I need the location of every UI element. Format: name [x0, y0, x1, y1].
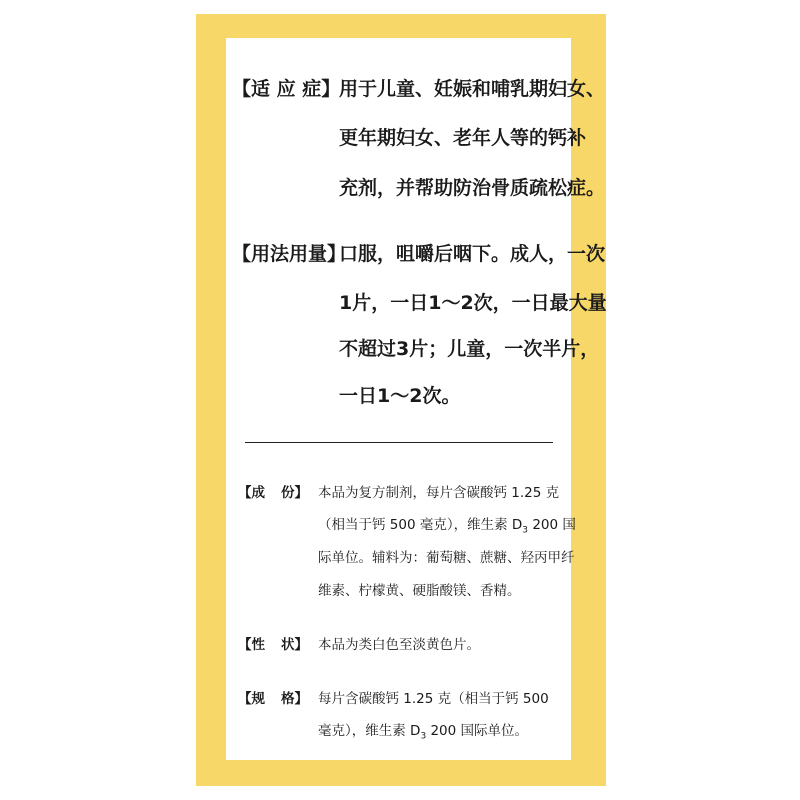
section-divider — [245, 442, 553, 443]
dosage-line-1: 口服，咀嚼后咽下。成人，一次 — [339, 243, 606, 265]
ingredients-line-4: 维素、柠檬黄、硬脂酸镁、香精。 — [318, 583, 521, 599]
ingredients-line-1: 本品为复方制剂，每片含碳酸钙 1.25 克 — [318, 485, 560, 501]
specification-line-2: 毫克），维生素 $D_3$ 200 国际单位。 — [318, 723, 529, 742]
ingredients-line-2: （相当于钙 500 毫克），维生素 $D_3$ 200 国 — [318, 517, 576, 536]
indications-label: 【适 应 症】 — [232, 78, 341, 100]
indications-line-2: 更年期妇女、老年人等的钙补 — [339, 127, 587, 149]
appearance-line-1: 本品为类白色至淡黄色片。 — [318, 637, 480, 653]
indications-line-1: 用于儿童、妊娠和哺乳期妇女、 — [339, 78, 606, 100]
ingredients-label: 【成 份】 — [238, 485, 308, 501]
dosage-line-2: 1片，一日1～2次，一日最大量 — [339, 292, 607, 314]
specification-line-1: 每片含碳酸钙 1.25 克（相当于钙 500 — [318, 691, 549, 707]
appearance-label: 【性 状】 — [238, 637, 308, 653]
indications-line-3: 充剂，并帮助防治骨质疏松症。 — [339, 177, 606, 199]
dosage-label: 【用法用量】 — [232, 243, 347, 265]
dosage-line-3: 不超过3片；儿童，一次半片， — [339, 338, 600, 360]
ingredients-line-3: 际单位。辅料为：葡萄糖、蔗糖、羟丙甲纤 — [318, 550, 575, 566]
dosage-line-4: 一日1～2次。 — [339, 385, 461, 407]
specification-label: 【规 格】 — [238, 691, 308, 707]
